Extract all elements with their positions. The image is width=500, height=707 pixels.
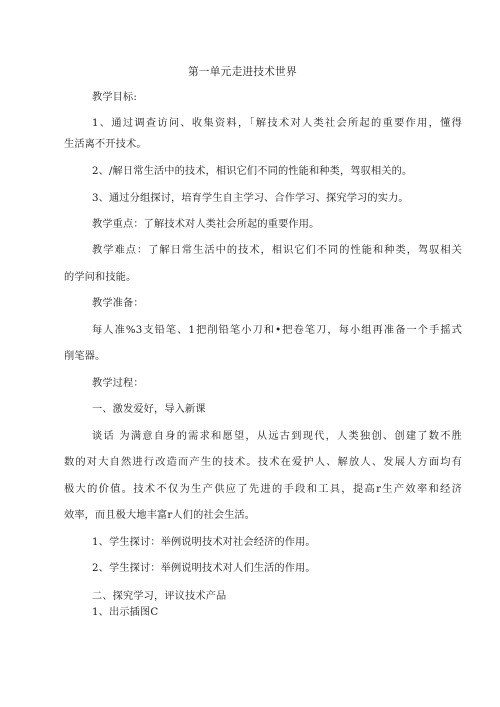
objective-2: 2、/解日常生活中的技术，相识它们不同的性能和种类，驾驭相关的。: [92, 166, 413, 177]
talk-line-1: 谈话 为满意自身的需求和愿望，从远古到现代，人类独创、创建了数不胜: [92, 431, 462, 442]
process-heading: 教学过程：: [92, 378, 144, 389]
document-title: 第一单元走进技术世界: [188, 66, 297, 78]
talk-line-3: 极大的价值。技术不仅为生产供应了先进的手段和工具，提高r生产效率和经济: [64, 484, 462, 495]
talk-line-2: 数的对大自然进行改造而产生的技术。技术在爱护人、解放人、发展人方面均有: [64, 457, 462, 468]
preparation-line-1: 每人准%3支铅笔、1把削铅笔小刀和•把卷笔刀，每小组再准备一个手摇式: [92, 325, 462, 336]
difficulty-line-2: 的学问和技能。: [64, 272, 137, 283]
objective-1-line-2: 生活离不开技术。: [64, 139, 147, 150]
step-2-item-1: 1、出示插图C: [92, 607, 159, 618]
preparation-line-2: 削笔器。: [64, 351, 106, 362]
difficulty-line-1: 教学难点：了解日常生活中的技术，相识它们不同的性能和种类，驾驭相关: [92, 245, 462, 256]
step-2-heading: 二、探究学习，评议技术产品: [92, 591, 227, 602]
section-objectives-heading: 教学目标:: [92, 92, 137, 103]
talk-line-4: 效率，而且极大地丰富r人们的社会生活。: [64, 510, 256, 521]
discussion-1: 1、学生探讨：举例说明技术对社会经济的作用。: [92, 537, 316, 548]
objective-1-line-1: 1、通过调查访问、收集资料，「解技术对人类社会所起的重要作用，懂得: [92, 118, 462, 129]
step-1-heading: 一、激发爱好，导入新课: [92, 404, 206, 415]
key-point: 教学重点：了解技术对人类社会所起的重要作用。: [92, 219, 320, 230]
discussion-2: 2、学生探讨：举例说明技术对人们生活的作用。: [92, 563, 316, 574]
preparation-heading: 教学准备：: [92, 298, 144, 309]
objective-3: 3、通过分组探讨，培育学生自主学习、合作学习、探究学习的实力。: [92, 193, 409, 204]
